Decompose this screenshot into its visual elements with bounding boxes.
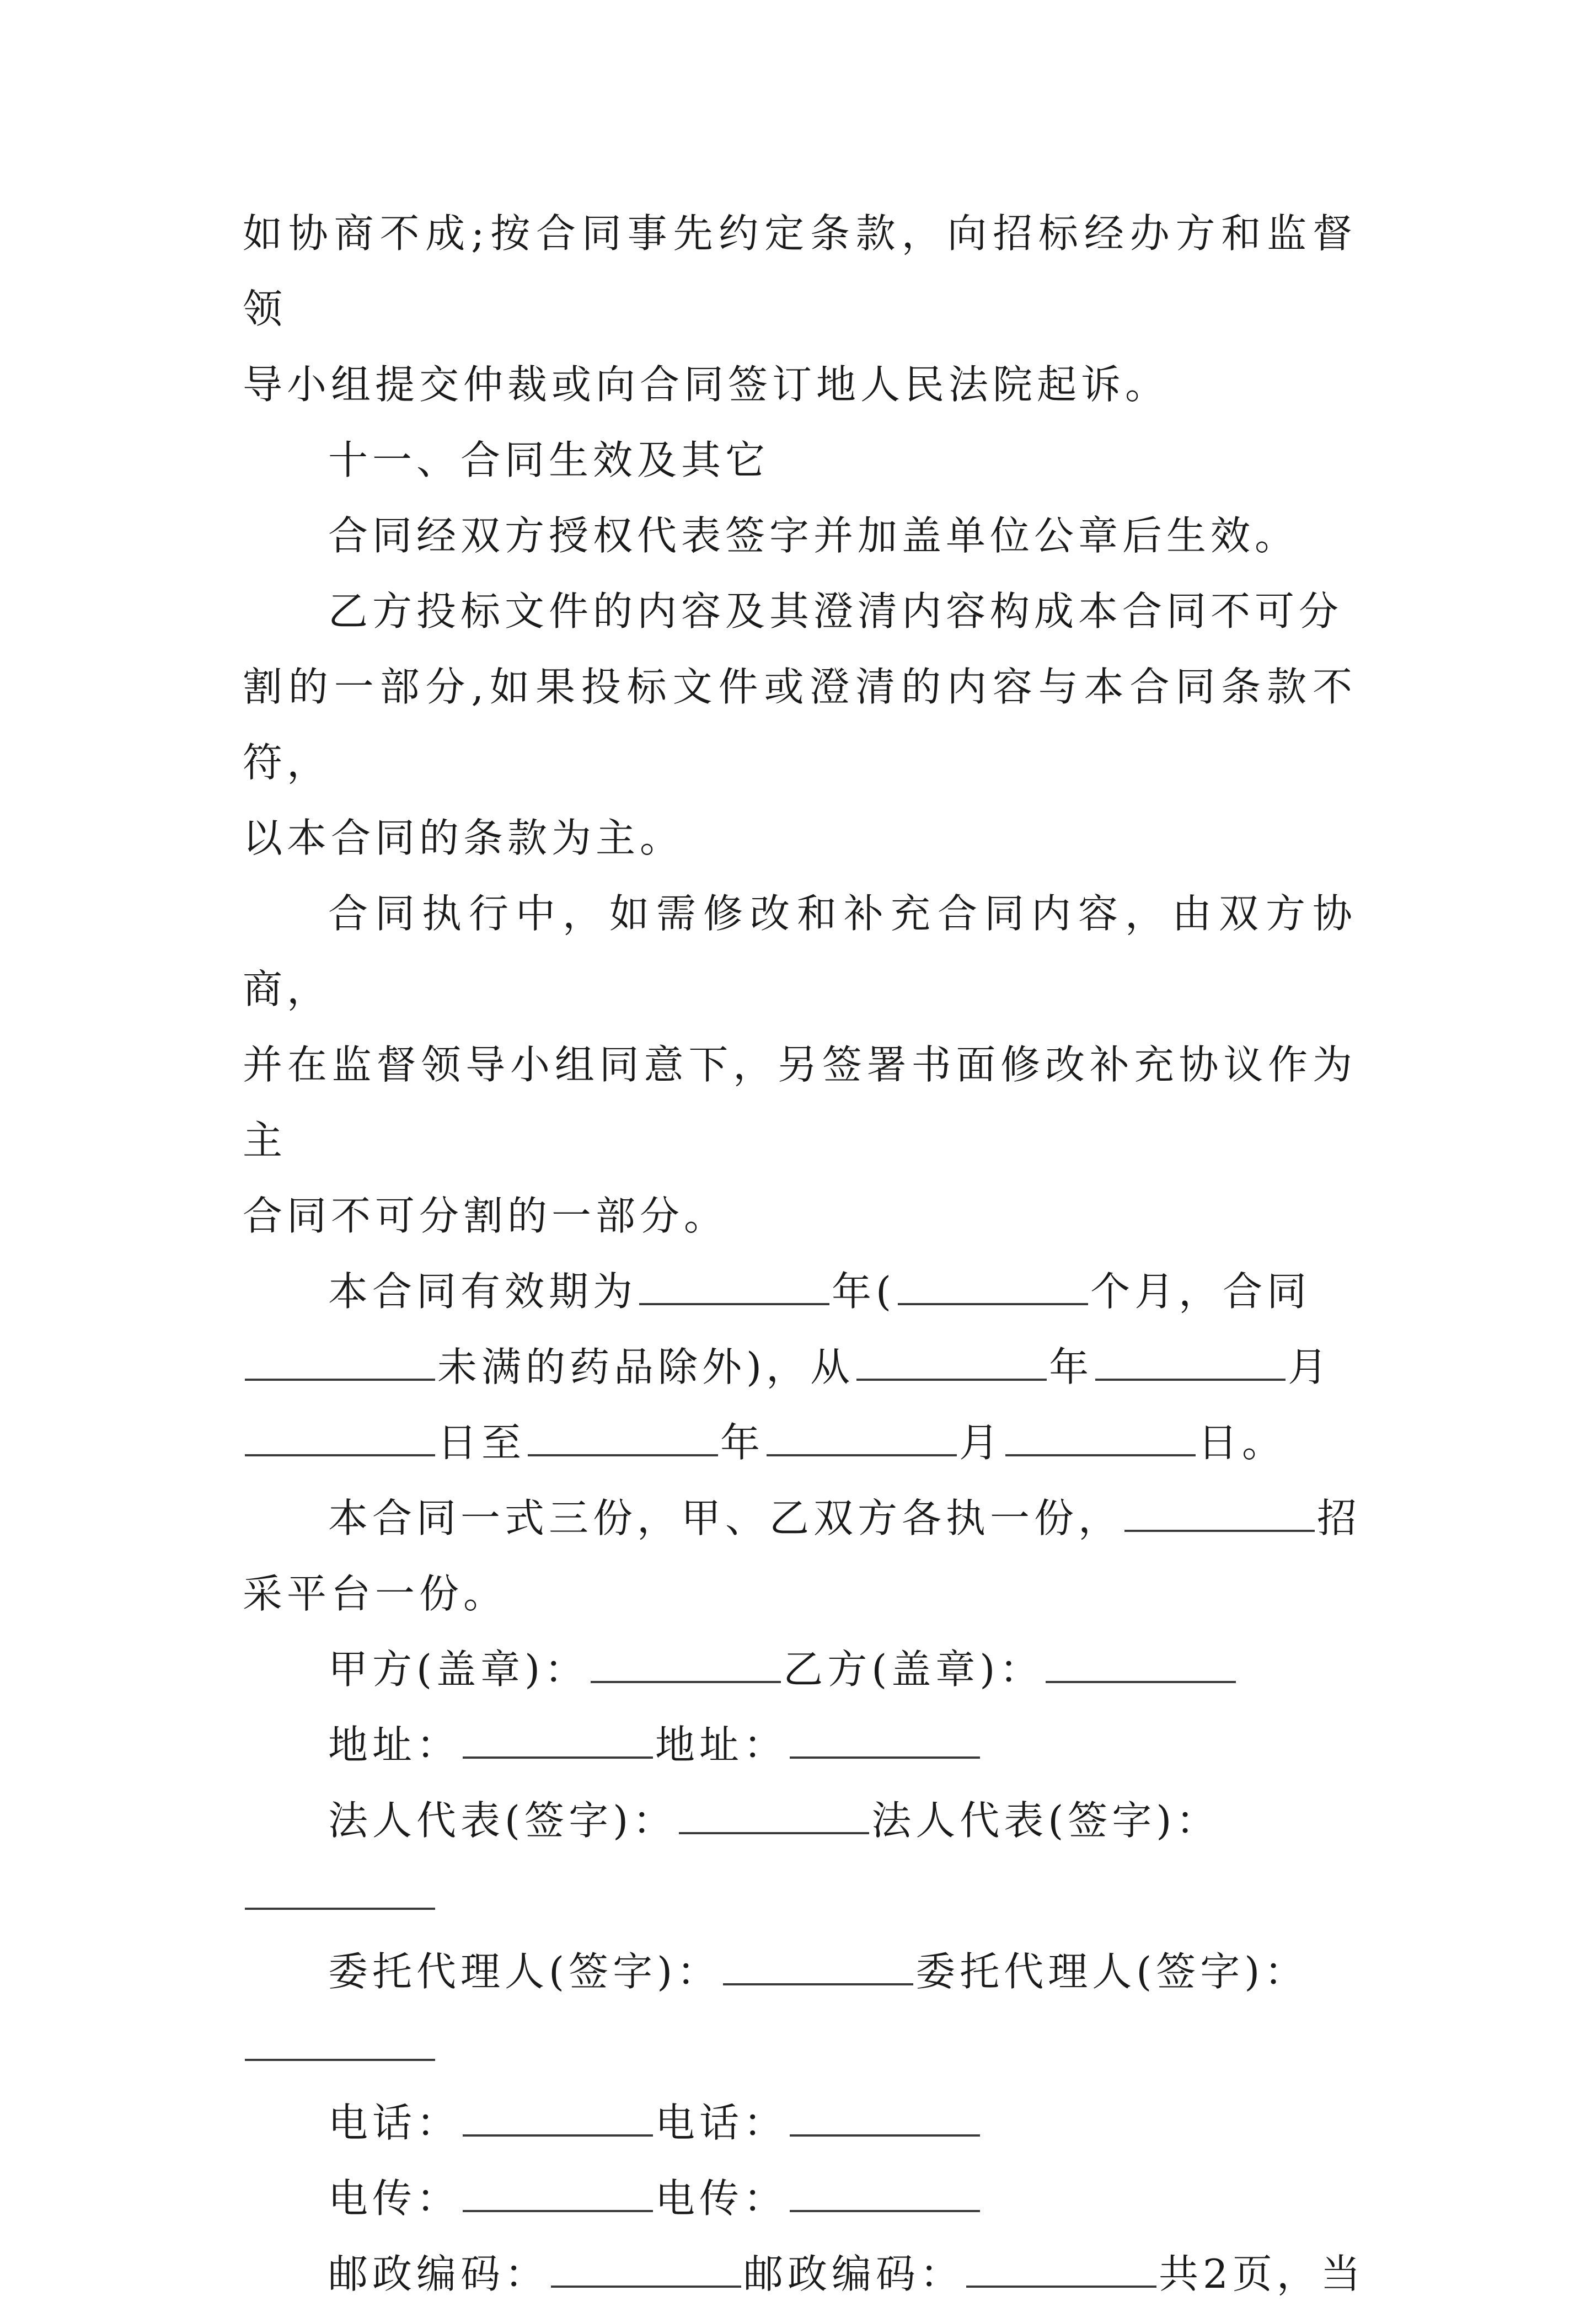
section-title: 十一、合同生效及其它	[328, 437, 770, 483]
postcode-b-field[interactable]	[966, 2249, 1156, 2288]
validity-text: 月	[1288, 1344, 1332, 1390]
blank-field[interactable]	[245, 1418, 435, 1456]
agent-b-field[interactable]	[245, 2022, 435, 2061]
phone-b-label: 电话：	[655, 2100, 788, 2146]
party-a-seal-label: 甲方(盖章)：	[328, 1646, 589, 1692]
blank-field[interactable]	[767, 1418, 957, 1456]
validity-text: 年	[720, 1419, 765, 1466]
phone-row	[243, 2085, 1357, 2161]
validity-line-1	[243, 1254, 1357, 1329]
blank-field[interactable]	[528, 1418, 718, 1456]
fax-a-label: 电传：	[328, 2175, 461, 2222]
address-a-field[interactable]	[463, 1720, 653, 1759]
paragraph-line: 合同不可分割的一部分。	[243, 1193, 729, 1239]
validity-line-3	[243, 1405, 1357, 1481]
validity-text: 个月，合同	[1090, 1268, 1311, 1315]
paragraph-line: 割的一部分,如果投标文件或澄清的内容与本合同条款不符，	[243, 664, 1357, 786]
validity-text: 本合同有效期为	[328, 1268, 638, 1315]
agent-b-label: 委托代理人(签字)：	[915, 1948, 1309, 1995]
page-info: 共2页，当	[1159, 2251, 1365, 2297]
postcode-row	[243, 2236, 1365, 2312]
blank-field[interactable]	[898, 1267, 1088, 1305]
legal-rep-b-label: 法人代表(签字)：	[871, 1797, 1220, 1844]
copies-text: 招	[1317, 1495, 1362, 1541]
legal-rep-a-field[interactable]	[679, 1796, 869, 1834]
blank-field[interactable]	[1095, 1342, 1286, 1381]
validity-text: 年(	[832, 1268, 896, 1315]
fax-a-field[interactable]	[463, 2174, 653, 2212]
legal-rep-a-label: 法人代表(签字)：	[328, 1797, 677, 1844]
validity-text: 月	[959, 1419, 1004, 1466]
address-b-label: 地址：	[655, 1722, 788, 1768]
paragraph-line: 如协商不成;按合同事先约定条款，向招标经办方和监督领	[243, 210, 1357, 332]
validity-text: 未满的药品除外)，从	[437, 1344, 855, 1390]
agent-b-row	[243, 2010, 1357, 2085]
agent-row	[243, 1934, 1357, 2010]
paragraph-line: 合同执行中，如需修改和补充合同内容，由双方协商，	[243, 890, 1357, 1012]
blank-field[interactable]	[856, 1342, 1047, 1381]
blank-field[interactable]	[245, 1342, 435, 1381]
party-a-seal-field[interactable]	[591, 1644, 781, 1683]
paragraph-line: 并在监督领导小组同意下，另签署书面修改补充协议作为主	[243, 1042, 1357, 1163]
legal-rep-b-field[interactable]	[245, 1871, 435, 1910]
phone-a-label: 电话：	[328, 2100, 461, 2146]
agent-a-field[interactable]	[723, 1947, 913, 1985]
postcode-a-field[interactable]	[551, 2249, 741, 2288]
blank-field[interactable]	[639, 1267, 829, 1305]
validity-text: 日至	[437, 1419, 526, 1466]
paragraph-line: 乙方投标文件的内容及其澄清内容构成本合同不可分	[328, 588, 1343, 634]
paragraph-line: 导小组提交仲裁或向合同签订地人民法院起诉。	[243, 361, 1170, 408]
copies-line-1	[243, 1481, 1362, 1556]
phone-a-field[interactable]	[463, 2098, 653, 2137]
paragraph-line: 以本合同的条款为主。	[243, 815, 684, 861]
document-body	[243, 196, 1365, 2312]
address-row	[243, 1707, 1357, 1783]
copies-text: 本合同一式三份，甲、乙双方各执一份，	[328, 1495, 1123, 1541]
validity-line-2	[243, 1329, 1357, 1405]
postcode-b-label: 邮政编码：	[743, 2251, 965, 2297]
party-b-seal-label: 乙方(盖章)：	[783, 1646, 1044, 1692]
agent-a-label: 委托代理人(签字)：	[328, 1948, 721, 1995]
legal-rep-row	[243, 1783, 1357, 1859]
fax-row	[243, 2161, 1357, 2236]
copies-line-2: 采平台一份。	[243, 1571, 508, 1617]
blank-field[interactable]	[1005, 1418, 1196, 1456]
fax-b-label: 电传：	[655, 2175, 788, 2222]
validity-text: 日。	[1198, 1419, 1287, 1466]
phone-b-field[interactable]	[790, 2098, 980, 2137]
address-a-label: 地址：	[328, 1722, 461, 1768]
address-b-field[interactable]	[790, 1720, 980, 1759]
seal-row	[243, 1632, 1357, 1707]
legal-rep-b-row	[243, 1859, 1357, 1934]
postcode-a-label: 邮政编码：	[328, 2251, 549, 2297]
party-b-seal-field[interactable]	[1046, 1644, 1236, 1683]
validity-text: 年	[1049, 1344, 1094, 1390]
paragraph-line: 合同经双方授权代表签字并加盖单位公章后生效。	[328, 512, 1299, 559]
blank-field[interactable]	[1124, 1493, 1315, 1532]
fax-b-field[interactable]	[790, 2174, 980, 2212]
